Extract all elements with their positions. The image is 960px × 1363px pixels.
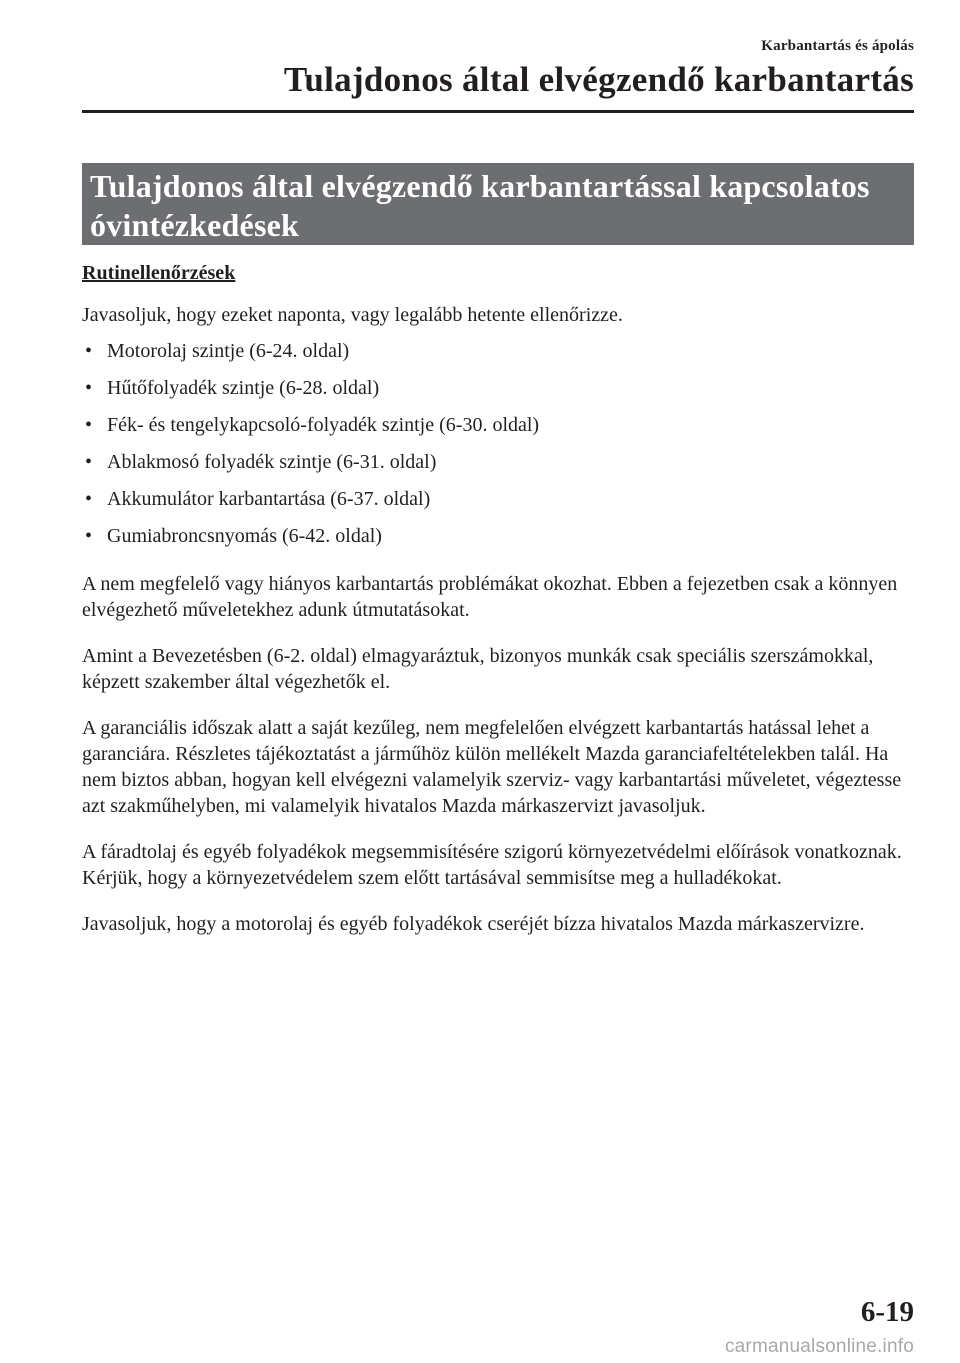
check-list [82,338,914,549]
paragraph: A fáradtolaj és egyéb folyadékok megsemmisítésére szigorú környezetvédelmi előírások vonatkoznak. Kérjük, hogy a környezetvédelem szem előtt tartásával semmisítse meg a hulladékokat. [82,841,902,889]
list-item [82,375,914,401]
header-rule [82,110,914,113]
list-item-text: Akkumulátor karbantartása (6-37. oldal) [107,488,431,510]
intro-paragraph: Javasoljuk, hogy ezeket naponta, vagy legalább hetente ellenőrizze. [82,304,623,326]
list-item [82,412,914,438]
list-item [82,486,914,512]
list-item [82,523,914,549]
bullet-icon: • [85,377,93,399]
content [82,260,914,937]
list-item-text: Hűtőfolyadék szintje (6-28. oldal) [107,377,380,399]
subheading: Rutinellenőrzések [82,262,236,284]
list-item-text: Motorolaj szintje (6-24. oldal) [107,340,350,362]
list-item-text: Gumiabroncsnyomás (6-42. oldal) [107,525,382,547]
list-item [82,338,914,364]
section-title-box [82,163,914,245]
paragraph: A nem megfelelő vagy hiányos karbantartás problémákat okozhat. Ebben a fejezetben csak a könnyen elvégezhető műveletekhez adunk útmutatásokat. [82,573,898,621]
header-section-title: Tulajdonos által elvégzendő karbantartás [283,60,914,99]
header-chapter: Karbantartás és ápolás [761,38,914,54]
paragraph: A garanciális időszak alatt a saját kezűleg, nem megfelelően elvégzett karbantartás hatással lehet a garanciára. Részletes tájékoztatást a járműhöz külön mellékelt Mazda garanciafeltételekben talál. Ha nem biztos abban, hogyan kell elvégezni valamelyik szerviz- vagy karbantartási műveletet, végeztesse azt szakműhelyben, mi valamelyik hivatalos Mazda márkaszervizt javasoljuk. [82,717,902,817]
bullet-icon: • [85,414,93,436]
list-item [82,449,914,475]
bullet-icon: • [85,340,93,362]
bullet-icon: • [85,488,93,510]
paragraph: Javasoljuk, hogy a motorolaj és egyéb folyadékok cseréjét bízza hivatalos Mazda márkaszervizre. [82,913,865,935]
section-title: Tulajdonos által elvégzendő karbantartással kapcsolatos óvintézkedések [90,168,870,243]
paragraph: Amint a Bevezetésben (6-2. oldal) elmagyaráztuk, bizonyos munkák csak speciális szerszámokkal, képzett szakember által végezhetők el. [82,645,874,693]
list-item-text: Fék- és tengelykapcsoló-folyadék szintje (6-30. oldal) [107,414,540,436]
bullet-icon: • [85,451,93,473]
watermark: carmanualsonline.info [724,1336,914,1357]
list-item-text: Ablakmosó folyadék szintje (6-31. oldal) [107,451,437,473]
page-number: 6-19 [860,1296,914,1328]
bullet-icon: • [85,525,93,547]
